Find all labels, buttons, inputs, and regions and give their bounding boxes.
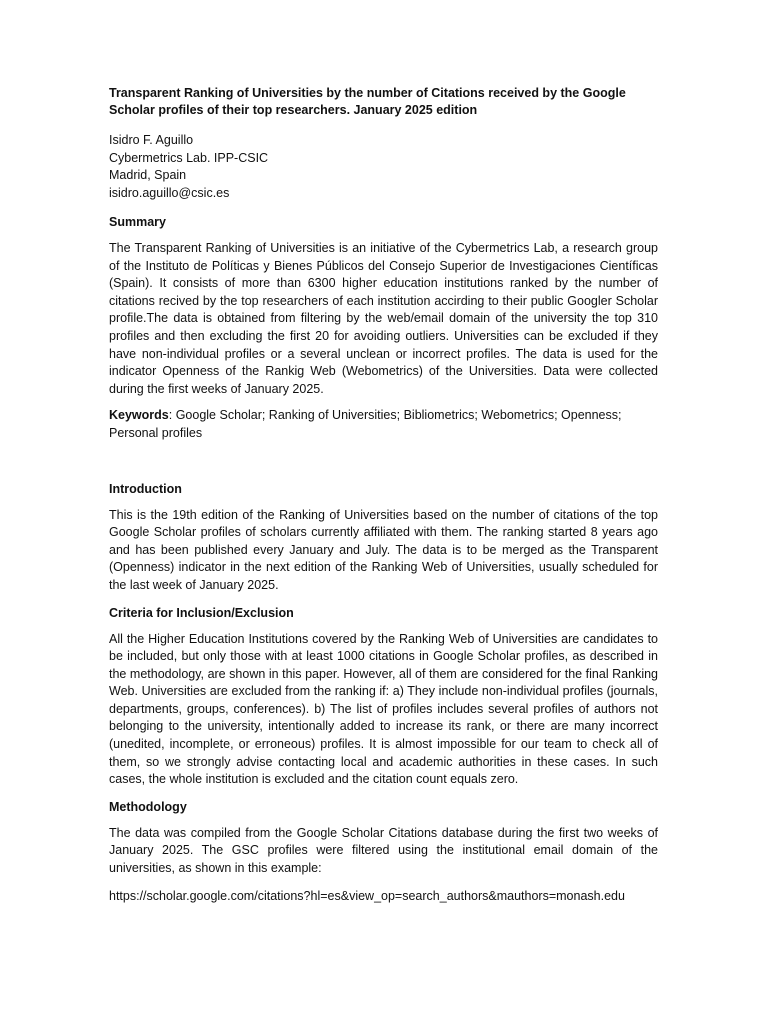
author-email: isidro.aguillo@csic.es: [109, 185, 230, 200]
keywords-line: [109, 407, 658, 442]
criteria-paragraph: All the Higher Education Institutions covered by the Ranking Web of Universities are candidates to be included, but only those with at least 1000 citations in Google Scholar profiles, as described in the methodology, are shown in this paper. However, all of them are considered for the final Ranking Web. Universities are excluded from the ranking if: a) They include non-individual profiles (journals, departments, groups, conferences). b) The list of profiles includes several profiles of authors not belonging to the university, intentionally added to increase its rank, or there are many incorrect (unedited, incomplete, or erroneous) profiles. It is almost impossible for our team to check all of them, so we strongly advise contacting local and academic authorities in these cases. In such cases, the whole institution is excluded and the citation count equals zero.: [109, 631, 658, 787]
paper-title: Transparent Ranking of Universities by the number of Citations received by the Google Scholar profiles of their top researchers. January 2025 edition: [109, 86, 626, 117]
summary-paragraph: The Transparent Ranking of Universities is an initiative of the Cybermetrics Lab, a research group of the Instituto de Políticas y Bienes Públicos del Consejo Superior de Investigaciones Científicas (Spain). It consists of more than 6300 higher education institutions ranked by the number of citations recived by the top researchers of each institution accirding to their public Googler Scholar profile.The data is obtained from filtering by the web/email domain of the university the top 310 profiles and then excluding the first 20 for avoiding outliers. Universities can be excluded if they have non-individual profiles or a several unclean or incorrect profiles. The data is used for the indicator Openness of the Rankig Web (Webometrics) of the Universities. Data were collected during the first weeks of January 2025.: [109, 241, 658, 396]
author-name: Isidro F. Aguillo: [109, 133, 194, 147]
author-location: Madrid, Spain: [109, 168, 187, 182]
paper-page: [109, 85, 658, 905]
section-spacer: [109, 452, 658, 480]
author-affiliation: Cybermetrics Lab. IPP-CSIC: [109, 150, 269, 165]
keywords-label: Keywords: [109, 408, 169, 423]
example-url: https://scholar.google.com/citations?hl=es&view_op=search_authors&mauthors=monash.edu: [109, 888, 625, 903]
methodology-paragraph: The data was compiled from the Google Scholar Citations database during the first two weeks of January 2025. The GSC profiles were filtered using the institutional email domain of the universities, as shown in this example:: [109, 825, 658, 876]
criteria-heading: Criteria for Inclusion/Exclusion: [109, 605, 294, 620]
introduction-heading: Introduction: [109, 481, 182, 496]
methodology-heading: Methodology: [109, 799, 187, 814]
summary-heading: Summary: [109, 215, 166, 229]
introduction-paragraph: This is the 19th edition of the Ranking of Universities based on the number of citations of the top Google Scholar profiles of scholars currently affiliated with them. The ranking started 8 years ago and has been published every January and July. The data is to be merged as the Transparent (Openness) indicator in the next edition of the Ranking Web of Universities, usually scheduled for the last week of January 2025.: [109, 507, 658, 592]
keywords-text: : Google Scholar; Ranking of Universities; Bibliometrics; Webometrics; Openness; Personal profiles: [109, 408, 622, 440]
author-block: [109, 132, 658, 202]
